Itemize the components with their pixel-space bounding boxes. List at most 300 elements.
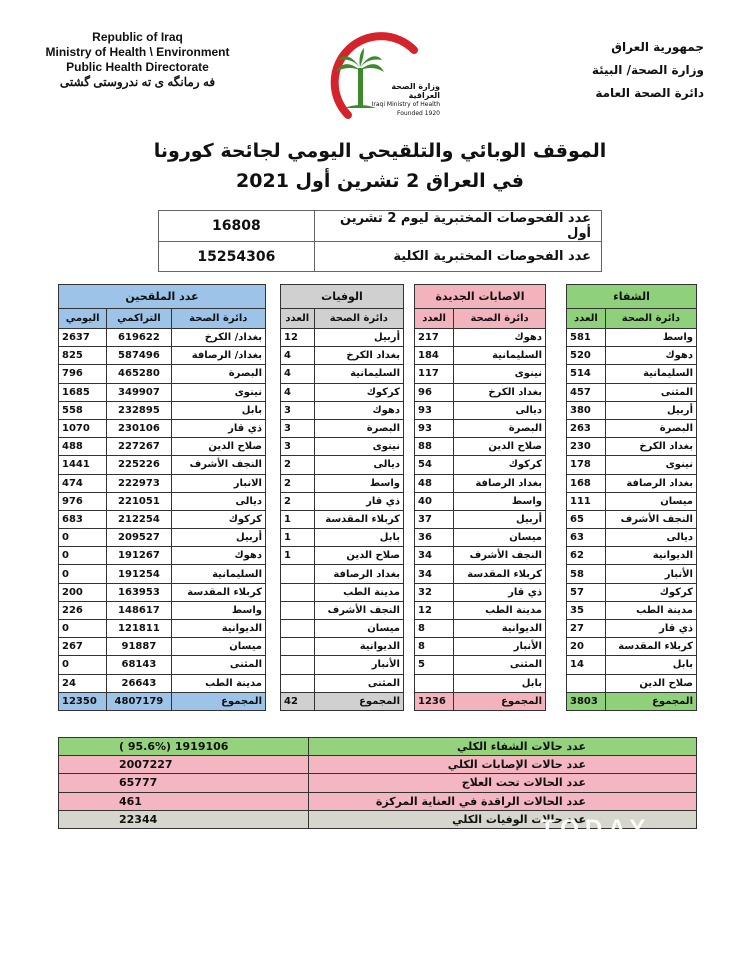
row-name: دهوك	[171, 547, 265, 565]
summary-row	[59, 738, 697, 756]
table-row	[281, 401, 404, 419]
table-row	[567, 620, 697, 638]
row-cumulative: 91887	[107, 638, 171, 656]
table-row	[415, 401, 546, 419]
table-row	[281, 638, 404, 656]
row-name: بغداد/ الرصافة	[171, 347, 265, 365]
row-cumulative: 191267	[107, 547, 171, 565]
row-count: 117	[415, 365, 454, 383]
table-row	[281, 656, 404, 674]
row-count: 3	[281, 438, 315, 456]
row-count: 184	[415, 347, 454, 365]
row-count: 32	[415, 583, 454, 601]
row-cumulative: 232895	[107, 401, 171, 419]
table-row	[567, 547, 697, 565]
tests-daily-label: عدد الفحوصات المختبرية ليوم 2 تشرين أول	[314, 211, 601, 242]
table-row	[59, 383, 266, 401]
table-row	[415, 601, 546, 619]
row-cumulative: 121811	[107, 620, 171, 638]
row-cumulative: 212254	[107, 510, 171, 528]
row-count: 34	[415, 547, 454, 565]
row-name: الديوانية	[314, 638, 403, 656]
col-name-header: دائرة الصحة	[314, 309, 403, 329]
table-row	[281, 383, 404, 401]
row-name: مدينة الطب	[171, 674, 265, 692]
total-label: المجموع	[605, 692, 696, 710]
total-value: 42	[281, 692, 315, 710]
table-row	[281, 510, 404, 528]
summary-row	[59, 756, 697, 774]
summary-label: عدد حالات الوفيات الكلي	[309, 810, 697, 828]
row-daily: 0	[59, 565, 107, 583]
row-name: صلاح الدين	[314, 547, 403, 565]
tests-total-label: عدد الفحوصات المختبرية الكلية	[314, 242, 601, 272]
row-name: ميسان	[454, 529, 546, 547]
row-daily: 796	[59, 365, 107, 383]
title-line-1: الموقف الوبائي والتلقيحي اليومي لجائحة كورونا	[153, 140, 607, 162]
row-count: 93	[415, 401, 454, 419]
row-name: دهوك	[605, 347, 696, 365]
row-daily: 24	[59, 674, 107, 692]
table-row	[415, 438, 546, 456]
row-count: 37	[415, 510, 454, 528]
tests-box	[158, 210, 602, 272]
row-daily: 976	[59, 492, 107, 510]
row-name: ذي قار	[314, 492, 403, 510]
row-name: السليمانية	[171, 565, 265, 583]
summary-value: ( 95.6%) 1919106	[59, 738, 309, 756]
row-daily: 0	[59, 656, 107, 674]
row-count	[415, 674, 454, 692]
table-row	[415, 456, 546, 474]
row-name: الديوانية	[454, 620, 546, 638]
table-row	[415, 419, 546, 437]
row-name: نينوى	[605, 456, 696, 474]
vaccinated-table	[58, 284, 266, 711]
row-name: السليمانية	[454, 347, 546, 365]
table-row	[59, 438, 266, 456]
header-line: دائرة الصحة العامة	[595, 86, 704, 100]
table-title: الوفيات	[281, 285, 404, 309]
row-count: 65	[567, 510, 606, 528]
row-count: 63	[567, 529, 606, 547]
table-title-row	[281, 285, 404, 309]
col-count-header: العدد	[415, 309, 454, 329]
table-row	[281, 674, 404, 692]
table-total-row	[281, 692, 404, 710]
table-title-row	[415, 285, 546, 309]
row-cumulative: 225226	[107, 456, 171, 474]
cases-table	[414, 284, 546, 711]
header-line: Republic of Iraq	[92, 30, 183, 44]
row-name: صلاح الدين	[605, 674, 696, 692]
row-daily: 1070	[59, 419, 107, 437]
table-row	[415, 620, 546, 638]
row-count: 34	[415, 565, 454, 583]
row-name: النجف الأشرف	[605, 510, 696, 528]
row-count: 58	[567, 565, 606, 583]
row-name: المثنى	[454, 656, 546, 674]
row-name: كربلاء المقدسة	[171, 583, 265, 601]
logo-palm-trunk	[358, 68, 363, 106]
row-cumulative: 227267	[107, 438, 171, 456]
row-cumulative: 191254	[107, 565, 171, 583]
row-count: 457	[567, 383, 606, 401]
row-count: 12	[281, 329, 315, 347]
table-row	[567, 456, 697, 474]
recovery-table	[566, 284, 697, 711]
row-name: الأنبار	[314, 656, 403, 674]
row-count	[281, 656, 315, 674]
row-name: الانبار	[171, 474, 265, 492]
row-cumulative: 230106	[107, 419, 171, 437]
row-count: 263	[567, 419, 606, 437]
table-row	[567, 347, 697, 365]
table-row	[415, 365, 546, 383]
row-count: 380	[567, 401, 606, 419]
row-name: البصرة	[605, 419, 696, 437]
logo-title: وزارة الصحة العراقية	[391, 82, 440, 100]
row-name: بغداد الكرخ	[605, 438, 696, 456]
table-title: الاصابات الجديدة	[415, 285, 546, 309]
row-name: مدينة الطب	[605, 601, 696, 619]
table-title-row	[59, 285, 266, 309]
row-count: 1	[281, 510, 315, 528]
row-count: 3	[281, 401, 315, 419]
row-name: بغداد الرصافة	[454, 474, 546, 492]
row-count: 1	[281, 547, 315, 565]
row-cumulative: 349907	[107, 383, 171, 401]
row-name: بغداد الرصافة	[605, 474, 696, 492]
summary-label: عدد الحالات تحت العلاج	[309, 774, 697, 792]
row-name: النجف الأشرف	[171, 456, 265, 474]
table-row	[59, 565, 266, 583]
tests-daily-value: 16808	[159, 211, 315, 242]
table-row	[59, 329, 266, 347]
header-english	[30, 30, 245, 90]
table-row	[415, 547, 546, 565]
row-cumulative: 68143	[107, 656, 171, 674]
table-row	[281, 492, 404, 510]
table-row	[567, 383, 697, 401]
row-daily: 0	[59, 529, 107, 547]
table-row	[59, 656, 266, 674]
total-value: 1236	[415, 692, 454, 710]
table-row	[59, 529, 266, 547]
table-header-row	[567, 309, 697, 329]
tests-total-row	[159, 242, 602, 272]
row-name: الأنبار	[454, 638, 546, 656]
row-name: بابل	[171, 401, 265, 419]
row-name: دهوك	[314, 401, 403, 419]
header-line: فه رمانگه ى ته ندروستى گشتى	[59, 75, 216, 89]
row-count	[281, 601, 315, 619]
table-row	[59, 583, 266, 601]
row-count: 178	[567, 456, 606, 474]
row-cumulative: 221051	[107, 492, 171, 510]
row-name: ميسان	[605, 492, 696, 510]
row-name: كربلاء المقدسة	[314, 510, 403, 528]
row-name: البصرة	[171, 365, 265, 383]
table-row	[567, 638, 697, 656]
table-title: عدد الملقحين	[59, 285, 266, 309]
row-count: 2	[281, 474, 315, 492]
row-name: ذي قار	[171, 419, 265, 437]
row-count: 514	[567, 365, 606, 383]
row-count: 168	[567, 474, 606, 492]
table-row	[415, 492, 546, 510]
table-row	[281, 601, 404, 619]
row-name: مدينة الطب	[314, 583, 403, 601]
table-total-row	[415, 692, 546, 710]
row-count: 12	[415, 601, 454, 619]
row-count	[281, 674, 315, 692]
table-row	[59, 492, 266, 510]
row-name: ذي قار	[454, 583, 546, 601]
row-name: نينوى	[314, 438, 403, 456]
row-daily: 200	[59, 583, 107, 601]
summary-value: 2007227	[59, 756, 309, 774]
row-cumulative: 465280	[107, 365, 171, 383]
table-row	[567, 401, 697, 419]
total-cumulative: 4807179	[107, 692, 171, 710]
total-label: المجموع	[171, 692, 265, 710]
table-total-row	[567, 692, 697, 710]
row-daily: 226	[59, 601, 107, 619]
row-count: 36	[415, 529, 454, 547]
row-count: 5	[415, 656, 454, 674]
table-row	[59, 638, 266, 656]
table-row	[59, 547, 266, 565]
col-name-header: دائرة الصحة	[605, 309, 696, 329]
row-name: الديوانية	[605, 547, 696, 565]
row-daily: 0	[59, 620, 107, 638]
row-count: 217	[415, 329, 454, 347]
table-row	[567, 474, 697, 492]
col-count-header: العدد	[281, 309, 315, 329]
row-name: أربيل	[171, 529, 265, 547]
row-count: 88	[415, 438, 454, 456]
summary-row	[59, 774, 697, 792]
table-row	[567, 601, 697, 619]
row-count: 581	[567, 329, 606, 347]
table-row	[415, 656, 546, 674]
logo-subtitle: Iraqi Ministry of Health	[371, 101, 440, 108]
row-name: بابل	[454, 674, 546, 692]
total-label: المجموع	[454, 692, 546, 710]
row-name: واسط	[454, 492, 546, 510]
row-count: 4	[281, 383, 315, 401]
row-name: كربلاء المقدسة	[454, 565, 546, 583]
row-name: ديالى	[314, 456, 403, 474]
table-row	[567, 365, 697, 383]
table-row	[415, 510, 546, 528]
row-name: المثنى	[171, 656, 265, 674]
deaths-table	[280, 284, 404, 711]
row-count: 54	[415, 456, 454, 474]
col-count-header: العدد	[567, 309, 606, 329]
title-line-2: في العراق 2 تشرين أول 2021	[236, 170, 524, 192]
table-row	[59, 419, 266, 437]
row-count: 14	[567, 656, 606, 674]
row-daily: 267	[59, 638, 107, 656]
row-name: ديالى	[454, 401, 546, 419]
row-name: السليمانية	[314, 365, 403, 383]
col-name-header: دائرة الصحة	[171, 309, 265, 329]
table-row	[415, 638, 546, 656]
row-name: نينوى	[454, 365, 546, 383]
table-row	[59, 474, 266, 492]
watermark: TODAY	[540, 815, 652, 842]
row-count: 40	[415, 492, 454, 510]
table-row	[567, 674, 697, 692]
col-daily-header: اليومي	[59, 309, 107, 329]
row-cumulative: 209527	[107, 529, 171, 547]
row-name: البصرة	[454, 419, 546, 437]
table-row	[59, 674, 266, 692]
row-count: 8	[415, 620, 454, 638]
col-name-header: دائرة الصحة	[454, 309, 546, 329]
table-row	[59, 620, 266, 638]
table-row	[281, 547, 404, 565]
row-name: ديالى	[605, 529, 696, 547]
row-name: السليمانية	[605, 365, 696, 383]
row-count: 4	[281, 365, 315, 383]
row-name: كركوك	[171, 510, 265, 528]
row-count: 62	[567, 547, 606, 565]
row-name: النجف الأشرف	[314, 601, 403, 619]
row-name: ديالى	[171, 492, 265, 510]
row-daily: 683	[59, 510, 107, 528]
summary-label: عدد الحالات الراقدة في العناية المركزة	[309, 792, 697, 810]
table-header-row	[415, 309, 546, 329]
row-name: واسط	[314, 474, 403, 492]
row-name: بابل	[605, 656, 696, 674]
row-cumulative: 163953	[107, 583, 171, 601]
summary-row	[59, 792, 697, 810]
table-row	[567, 510, 697, 528]
table-row	[281, 419, 404, 437]
table-row	[59, 601, 266, 619]
table-row	[415, 529, 546, 547]
table-row	[415, 565, 546, 583]
row-name: أربيل	[605, 401, 696, 419]
row-cumulative: 587496	[107, 347, 171, 365]
table-title-row	[567, 285, 697, 309]
table-row	[567, 656, 697, 674]
row-name: كركوك	[314, 383, 403, 401]
row-name: صلاح الدين	[171, 438, 265, 456]
tests-daily-row	[159, 211, 602, 242]
row-daily: 558	[59, 401, 107, 419]
table-row	[281, 620, 404, 638]
table-row	[415, 383, 546, 401]
table-row	[567, 419, 697, 437]
total-label: المجموع	[314, 692, 403, 710]
row-daily: 1441	[59, 456, 107, 474]
row-count	[281, 565, 315, 583]
header-line: جمهورية العراق	[611, 40, 704, 54]
table-row	[415, 329, 546, 347]
table-row	[415, 474, 546, 492]
table-row	[415, 347, 546, 365]
table-row	[281, 329, 404, 347]
total-daily: 12350	[59, 692, 107, 710]
row-name: أربيل	[454, 510, 546, 528]
row-name: الديوانية	[171, 620, 265, 638]
row-daily: 0	[59, 547, 107, 565]
row-count: 2	[281, 456, 315, 474]
row-name: أربيل	[314, 329, 403, 347]
row-name: واسط	[171, 601, 265, 619]
row-count: 2	[281, 492, 315, 510]
row-name: بابل	[314, 529, 403, 547]
row-count: 27	[567, 620, 606, 638]
row-name: بغداد الكرخ	[314, 347, 403, 365]
table-row	[281, 474, 404, 492]
row-count	[281, 583, 315, 601]
table-title: الشفاء	[567, 285, 697, 309]
header-line: Public Health Directorate	[66, 60, 209, 74]
table-total-row	[59, 692, 266, 710]
row-name: النجف الأشرف	[454, 547, 546, 565]
row-count: 4	[281, 347, 315, 365]
logo-caption	[370, 82, 440, 118]
table-row	[281, 583, 404, 601]
row-daily: 2637	[59, 329, 107, 347]
row-daily: 1685	[59, 383, 107, 401]
row-name: صلاح الدين	[454, 438, 546, 456]
table-row	[281, 347, 404, 365]
row-name: نينوى	[171, 383, 265, 401]
row-name: ميسان	[171, 638, 265, 656]
summary-label: عدد حالات الإصابات الكلي	[309, 756, 697, 774]
table-row	[415, 583, 546, 601]
row-name: المثنى	[314, 674, 403, 692]
row-cumulative: 26643	[107, 674, 171, 692]
row-count: 520	[567, 347, 606, 365]
row-name: ذي قار	[605, 620, 696, 638]
row-count: 57	[567, 583, 606, 601]
row-count: 3	[281, 419, 315, 437]
row-name: كركوك	[605, 583, 696, 601]
row-name: واسط	[605, 329, 696, 347]
row-name: مدينة الطب	[454, 601, 546, 619]
row-count: 230	[567, 438, 606, 456]
table-row	[567, 529, 697, 547]
row-name: بغداد الكرخ	[454, 383, 546, 401]
row-cumulative: 222973	[107, 474, 171, 492]
tests-total-value: 15254306	[159, 242, 315, 272]
logo-founded: Founded 1920	[397, 110, 440, 117]
row-name: المثنى	[605, 383, 696, 401]
row-name: كركوك	[454, 456, 546, 474]
row-cumulative: 148617	[107, 601, 171, 619]
row-daily: 825	[59, 347, 107, 365]
table-row	[281, 565, 404, 583]
total-value: 3803	[567, 692, 606, 710]
summary-value: 22344	[59, 810, 309, 828]
table-row	[415, 674, 546, 692]
table-row	[281, 529, 404, 547]
table-row	[59, 510, 266, 528]
row-name: البصرة	[314, 419, 403, 437]
header-arabic	[534, 36, 704, 105]
table-row	[281, 438, 404, 456]
table-header-row	[59, 309, 266, 329]
header-line: وزارة الصحة/ البيئة	[591, 63, 704, 77]
row-count: 48	[415, 474, 454, 492]
